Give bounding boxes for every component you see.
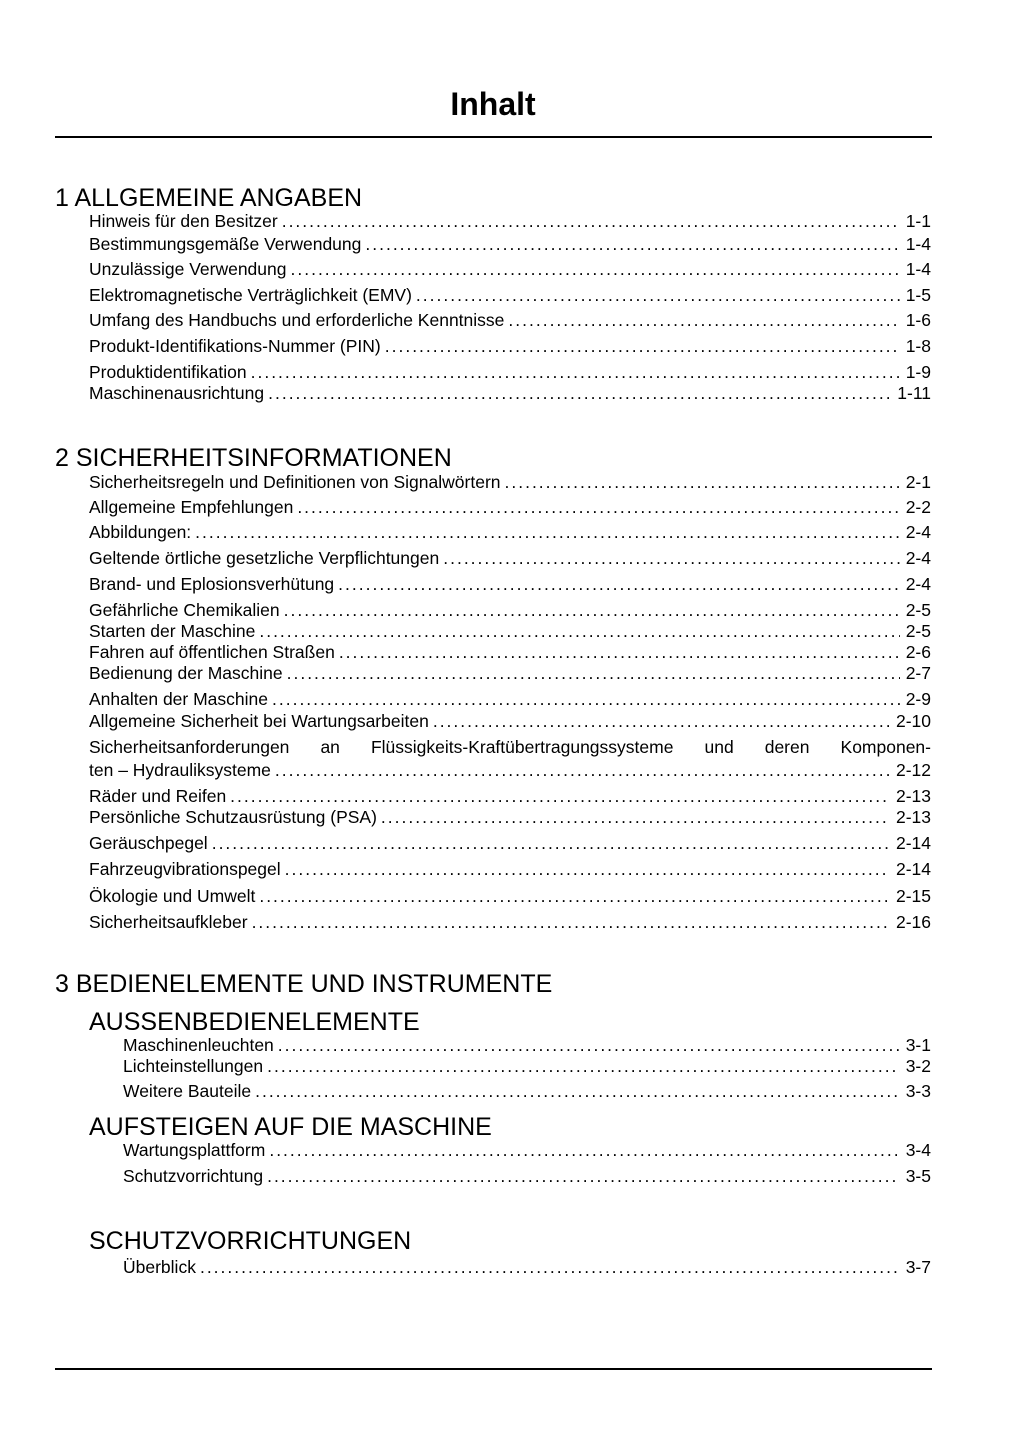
toc-entry-page: 2-10 [895, 711, 931, 731]
toc-entry-page: 2-13 [895, 786, 931, 806]
toc-entry-label: Maschinenleuchten [123, 1035, 274, 1055]
dot-leader [259, 623, 899, 641]
dot-leader [365, 236, 899, 254]
dot-leader [268, 385, 891, 403]
toc-entry[interactable] [89, 665, 931, 683]
toc-entry-label: Weitere Bauteile [123, 1081, 252, 1101]
toc-entry-page: 3-2 [905, 1056, 931, 1076]
toc-entry[interactable] [89, 914, 931, 932]
section-heading-3: 3 BEDIENELEMENTE UND INSTRUMENTE [55, 970, 553, 998]
toc-entry[interactable] [123, 1168, 931, 1186]
toc-entry-label: Sicherheitsregeln und Definitionen von Signalwörtern [89, 472, 501, 492]
toc-entry-label: Fahren auf öffentlichen Straßen [89, 642, 335, 662]
dot-leader [339, 644, 900, 662]
dot-leader [278, 1037, 900, 1055]
toc-entry-label: Umfang des Handbuchs und erforderliche Kenntnisse [89, 310, 505, 330]
dot-leader [275, 762, 890, 780]
toc-entry-page: 1-9 [905, 362, 931, 382]
toc-entry-page: 2-4 [905, 548, 931, 568]
toc-entry[interactable] [89, 788, 931, 806]
dot-leader [416, 287, 900, 305]
dot-leader [381, 809, 890, 827]
toc-entry[interactable] [89, 888, 931, 906]
toc-entry-label: Brand- und Eplosionsverhütung [89, 574, 335, 594]
dot-leader [338, 576, 900, 594]
toc-entry-label: Wartungsplattform [123, 1140, 266, 1160]
dot-leader [385, 338, 900, 356]
toc-entry[interactable] [123, 1058, 931, 1076]
toc-entry-label: Allgemeine Empfehlungen [89, 497, 294, 517]
toc-entry[interactable] [89, 809, 931, 827]
toc-entry[interactable] [89, 576, 931, 594]
bottom-rule [55, 1368, 932, 1370]
toc-entry-page: 3-5 [905, 1166, 931, 1186]
toc-entry[interactable] [89, 550, 931, 568]
toc-entry-page: 2-5 [905, 600, 931, 620]
toc-entry[interactable] [89, 691, 931, 709]
dot-leader [251, 364, 900, 382]
toc-entry-label: Lichteinstellungen [123, 1056, 264, 1076]
section-heading-2: 2 SICHERHEITSINFORMATIONEN [55, 444, 452, 472]
dot-leader [212, 835, 890, 853]
toc-entry-label: Räder und Reifen [89, 786, 227, 806]
toc-entry-label: ten – Hydrauliksysteme [89, 760, 271, 780]
toc-entry-page: 2-12 [895, 760, 931, 780]
toc-entry[interactable] [89, 312, 931, 330]
toc-entry[interactable] [89, 762, 931, 780]
toc-entry-page: 2-14 [895, 859, 931, 879]
toc-entry-label: Bestimmungsgemäße Verwendung [89, 234, 362, 254]
toc-entry-page: 1-5 [905, 285, 931, 305]
dot-leader [195, 524, 900, 542]
toc-entry[interactable] [89, 861, 931, 879]
toc-entry-page: 2-6 [905, 642, 931, 662]
dot-leader [259, 888, 890, 906]
toc-entry-page: 2-5 [905, 621, 931, 641]
toc-entry-label: Persönliche Schutzausrüstung (PSA) [89, 807, 377, 827]
toc-entry-label: Maschinenausrichtung [89, 383, 265, 403]
toc-entry-label: Elektromagnetische Verträglichkeit (EMV) [89, 285, 412, 305]
toc-entry[interactable] [89, 236, 931, 254]
toc-entry-page: 2-1 [905, 472, 931, 492]
toc-entry-label: Überblick [123, 1257, 196, 1277]
toc-entry-page: 2-4 [905, 574, 931, 594]
toc-entry[interactable] [89, 338, 931, 356]
toc-entry-label: Ökologie und Umwelt [89, 886, 256, 906]
toc-entry[interactable] [89, 385, 931, 403]
toc-entry-page: 2-9 [905, 689, 931, 709]
dot-leader [505, 474, 900, 492]
toc-entry-page: 3-7 [905, 1257, 931, 1277]
toc-entry[interactable] [89, 835, 931, 853]
dot-leader [508, 312, 899, 330]
toc-entry[interactable] [89, 213, 931, 231]
subsection-heading: AUFSTEIGEN AUF DIE MASCHINE [89, 1113, 492, 1141]
toc-entry-label: Starten der Maschine [89, 621, 256, 641]
toc-entry-page: 2-13 [895, 807, 931, 827]
dot-leader [252, 914, 890, 932]
dot-leader [255, 1083, 900, 1101]
toc-entry[interactable] [89, 261, 931, 279]
toc-entry-label: Geräuschpegel [89, 833, 208, 853]
toc-entry-page: 2-4 [905, 522, 931, 542]
top-rule [55, 136, 932, 138]
dot-leader [230, 788, 890, 806]
toc-entry-page: 2-14 [895, 833, 931, 853]
toc-entry[interactable] [89, 713, 931, 731]
toc-entry-page: 2-2 [905, 497, 931, 517]
toc-entry-label: Geltende örtliche gesetzliche Verpflichtungen [89, 548, 440, 568]
dot-leader [267, 1168, 900, 1186]
toc-entry-page: 3-1 [905, 1035, 931, 1055]
toc-entry[interactable] [89, 623, 931, 641]
toc-entry-label: Sicherheitsaufkleber [89, 912, 248, 932]
toc-entry[interactable] [89, 644, 931, 662]
toc-entry[interactable] [123, 1142, 931, 1160]
dot-leader [285, 861, 890, 879]
toc-entry-label: Bedienung der Maschine [89, 663, 283, 683]
toc-entry-page: 2-7 [905, 663, 931, 683]
dot-leader [443, 550, 899, 568]
dot-leader [200, 1259, 900, 1277]
toc-entry[interactable] [123, 1259, 931, 1277]
toc-entry-page: 1-1 [905, 211, 931, 231]
toc-entry-page: 1-11 [897, 383, 931, 403]
toc-entry[interactable] [89, 474, 931, 492]
toc-entry-page: 1-6 [905, 310, 931, 330]
toc-entry-label: Schutzvorrichtung [123, 1166, 264, 1186]
dot-leader [291, 261, 900, 279]
toc-entry-page: 1-8 [905, 336, 931, 356]
dot-leader [282, 213, 900, 231]
dot-leader [297, 499, 899, 517]
dot-leader [272, 691, 900, 709]
toc-entry-page: 2-16 [895, 912, 931, 932]
toc-entry[interactable] [123, 1083, 931, 1101]
toc-entry-label: Gefährliche Chemikalien [89, 600, 280, 620]
toc-entry-label: Allgemeine Sicherheit bei Wartungsarbeiten [89, 711, 429, 731]
toc-entry[interactable] [89, 602, 931, 620]
dot-leader [287, 665, 900, 683]
toc-entry[interactable] [89, 287, 931, 305]
page-title: Inhalt [450, 86, 536, 122]
toc-entry-page: 2-15 [895, 886, 931, 906]
toc-entry-page: 3-3 [905, 1081, 931, 1101]
toc-entry-wrapped-line[interactable]: Sicherheitsanforderungen an Flüssigkeits-Kraftübertragungssysteme und deren Komponen- [89, 737, 931, 757]
toc-entry-label: Produktidentifikation [89, 362, 247, 382]
toc-entry-page: 1-4 [905, 259, 931, 279]
toc-entry[interactable] [89, 524, 931, 542]
dot-leader [269, 1142, 899, 1160]
subsection-heading: SCHUTZVORRICHTUNGEN [89, 1227, 412, 1255]
toc-entry-label: Unzulässige Verwendung [89, 259, 287, 279]
toc-entry-label: Anhalten der Maschine [89, 689, 268, 709]
dot-leader [267, 1058, 900, 1076]
toc-entry-page: 1-4 [905, 234, 931, 254]
toc-entry-label: Fahrzeugvibrationspegel [89, 859, 281, 879]
section-heading-1: 1 ALLGEMEINE ANGABEN [55, 184, 363, 212]
toc-entry[interactable] [123, 1037, 931, 1055]
toc-entry[interactable] [89, 364, 931, 382]
toc-entry-label: Abbildungen: [89, 522, 192, 542]
toc-entry-label: Hinweis für den Besitzer [89, 211, 278, 231]
dot-leader [433, 713, 890, 731]
toc-entry-page: 3-4 [905, 1140, 931, 1160]
dot-leader [284, 602, 900, 620]
toc-entry-label: Produkt-Identifikations-Nummer (PIN) [89, 336, 381, 356]
toc-entry[interactable] [89, 499, 931, 517]
subsection-heading: AUSSENBEDIENELEMENTE [89, 1008, 420, 1036]
